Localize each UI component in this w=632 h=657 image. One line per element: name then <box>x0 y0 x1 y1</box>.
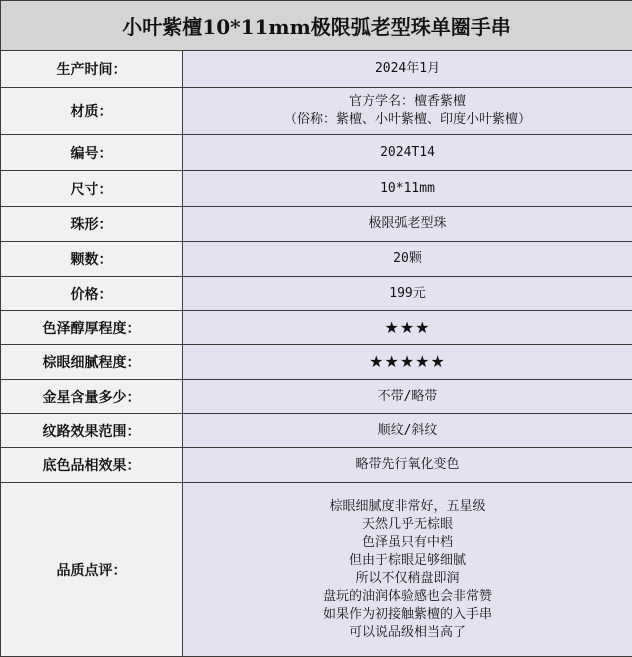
value-line: 如果作为初接触紫檀的入手串 <box>323 606 493 622</box>
value-line: 极限弧老型珠 <box>368 216 447 231</box>
row-value <box>183 171 632 207</box>
table-row <box>1 277 632 311</box>
row-label: 材质： <box>1 88 183 135</box>
table-row <box>1 414 632 448</box>
table-row <box>1 380 632 414</box>
table-row <box>1 135 632 171</box>
row-value <box>183 311 632 345</box>
value-line: 棕眼细腻度非常好，五星级 <box>329 498 486 514</box>
table-row <box>1 483 632 657</box>
row-label: 尺寸： <box>1 171 183 207</box>
table-row <box>1 51 632 88</box>
value-line: 199元 <box>389 285 426 301</box>
value-line: 天然几乎无棕眼 <box>362 516 454 532</box>
row-label: 颗数： <box>1 242 183 277</box>
value-line: 官方学名：檀香紫檀 <box>349 94 467 109</box>
row-value <box>183 414 632 448</box>
row-label: 珠形： <box>1 207 183 242</box>
value-line: 可以说品级相当高了 <box>349 624 467 640</box>
row-label: 价格： <box>1 277 183 311</box>
row-value <box>183 483 632 657</box>
row-label: 棕眼细腻程度： <box>1 345 183 380</box>
row-label: 品质点评： <box>1 483 183 657</box>
title-row <box>1 1 632 51</box>
table-row <box>1 242 632 277</box>
value-line: 不带/略带 <box>377 388 438 404</box>
row-value <box>183 207 632 242</box>
row-value <box>183 88 632 135</box>
value-line: 但由于棕眼足够细腻 <box>349 552 467 568</box>
row-label: 金星含量多少： <box>1 380 183 414</box>
value-line: （俗称：紫檀、小叶紫檀、印度小叶紫檀） <box>284 112 532 127</box>
table-title: 小叶紫檀10*11mm极限弧老型珠单圈手串 <box>1 1 632 51</box>
row-label: 底色品相效果： <box>1 448 183 483</box>
table-row <box>1 448 632 483</box>
value-line: 色泽虽只有中档 <box>362 534 454 550</box>
value-line: 10*11mm <box>380 180 435 196</box>
value-line: 盘玩的油润体验感也会非常赞 <box>323 588 493 604</box>
value-line: 所以不仅稍盘即润 <box>355 570 460 586</box>
row-value <box>183 448 632 483</box>
row-value <box>183 51 632 88</box>
value-line: 20颗 <box>393 251 422 266</box>
table-row <box>1 311 632 345</box>
row-value <box>183 277 632 311</box>
row-value <box>183 242 632 277</box>
row-label: 编号： <box>1 135 183 171</box>
star-rating: ★★★ <box>384 317 431 337</box>
row-label: 生产时间： <box>1 51 183 88</box>
row-label: 色泽醇厚程度： <box>1 311 183 345</box>
table-row <box>1 88 632 135</box>
row-value <box>183 135 632 171</box>
row-label: 纹路效果范围： <box>1 414 183 448</box>
value-line: 2024年1月 <box>374 61 441 76</box>
star-rating: ★★★★★ <box>369 352 446 371</box>
row-value <box>183 345 632 380</box>
row-value <box>183 380 632 414</box>
value-line: 顺纹/斜纹 <box>377 422 438 438</box>
table-row <box>1 207 632 242</box>
value-line: 2024T14 <box>380 144 435 160</box>
table-row <box>1 345 632 380</box>
table-row <box>1 171 632 207</box>
value-line: 略带先行氧化变色 <box>355 457 460 472</box>
